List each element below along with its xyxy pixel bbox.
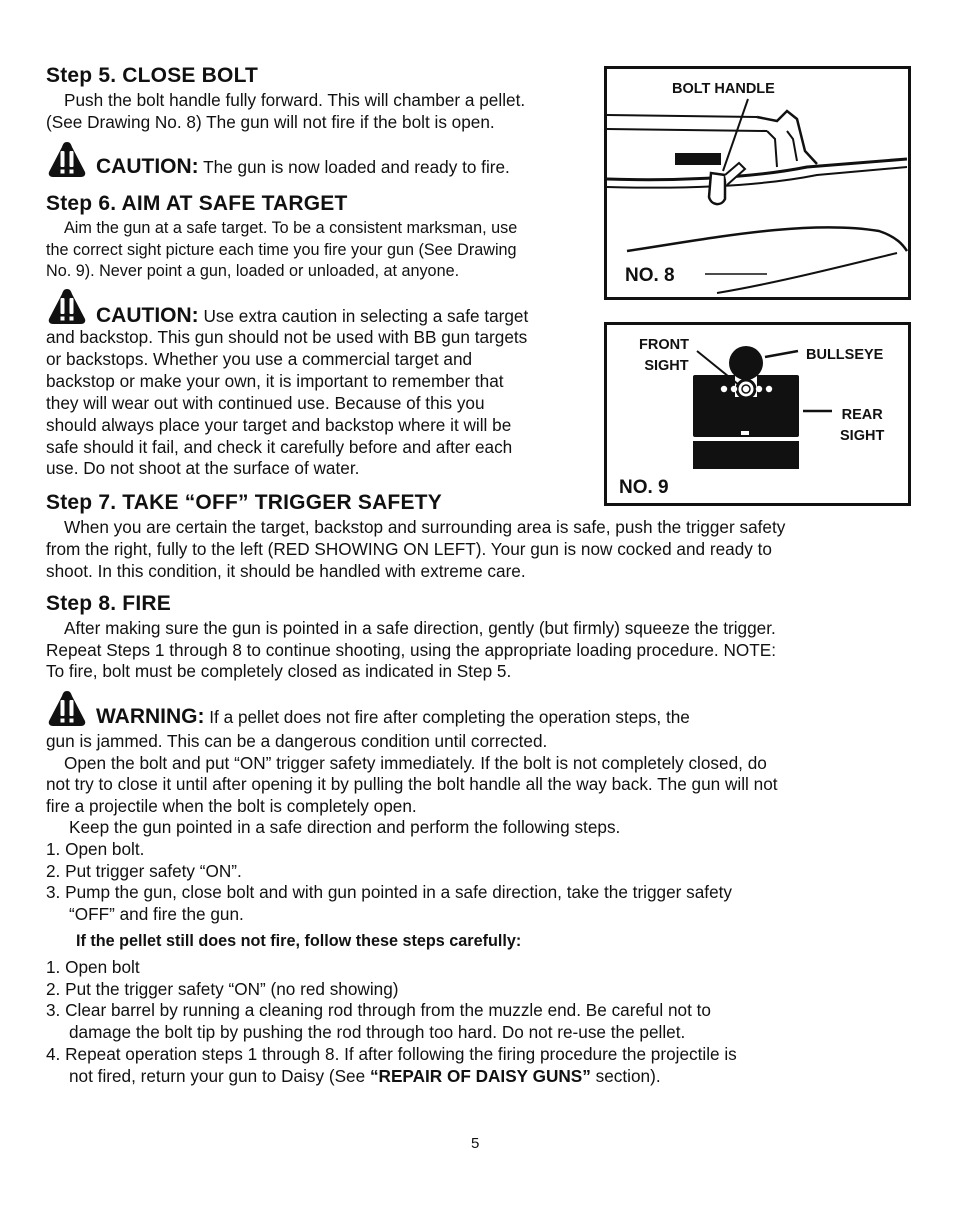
caution2-word: CAUTION: (96, 304, 199, 327)
step5-line1: Push the bolt handle fully forward. This will chamber a pellet. (64, 90, 526, 110)
figure-8 (604, 66, 911, 300)
rear-sight-label-line1: REAR (841, 407, 883, 423)
warning-first (96, 706, 690, 729)
step6-line3: No. 9). Never point a gun, loaded or unloaded, at anyone. (46, 262, 460, 280)
list-item: 3. Clear barrel by running a cleaning rod through from the muzzle end. Be careful not to (46, 1000, 711, 1020)
step8-line2: Repeat Steps 1 through 8 to continue shooting, using the appropriate loading procedure. NOTE: (46, 640, 776, 660)
caution2-first-text: Use extra caution in selecting a safe target (203, 306, 529, 326)
list-item-cont: damage the bolt tip by pushing the rod through too hard. Do not re-use the pellet. (69, 1022, 686, 1042)
warning-para-line: fire a projectile when the bolt is completely open. (46, 796, 417, 816)
step7-line1: When you are certain the target, backstop and surrounding area is safe, push the trigger safety (64, 517, 786, 537)
list-item-cont: “OFF” and fire the gun. (69, 904, 244, 924)
warning-triangle-icon (47, 287, 87, 325)
warning-word: WARNING: (96, 705, 205, 728)
step6-line2: the correct sight picture each time you fire your gun (See Drawing (46, 241, 517, 259)
warning-line2: gun is jammed. This can be a dangerous condition until corrected. (46, 731, 548, 751)
step8-heading: Step 8. FIRE (46, 592, 171, 615)
step5-line2: (See Drawing No. 8) The gun will not fire if the bolt is open. (46, 112, 495, 132)
last-pre: not fired, return your gun to Daisy (See (69, 1066, 370, 1086)
step8-line1: After making sure the gun is pointed in a safe direction, gently (but firmly) squeeze the trigger. (64, 618, 776, 638)
caution2-line: use. Do not shoot at the surface of water. (46, 458, 360, 478)
caution2-line: or backstops. Whether you use a commercial target and (46, 349, 473, 369)
caution1 (96, 156, 510, 179)
list-item: 4. Repeat operation steps 1 through 8. If after following the firing procedure the projectile is (46, 1044, 737, 1064)
caution2-line: safe should it fail, and check it carefully before and after each (46, 437, 513, 457)
figure-8-number: NO. 8 (625, 265, 675, 286)
page-number: 5 (471, 1135, 480, 1152)
front-sight-label-line2: SIGHT (644, 358, 689, 374)
step6-line1: Aim the gun at a safe target. To be a consistent marksman, use (64, 219, 518, 237)
list-item: 1. Open bolt (46, 957, 140, 977)
caution2-line: backstop or make your own, it is important to remember that (46, 371, 504, 391)
warning-first-text: If a pellet does not fire after completing the operation steps, the (209, 707, 690, 727)
list-item-last (69, 1066, 661, 1088)
warning-triangle-icon (47, 689, 87, 727)
warning-keep: Keep the gun pointed in a safe direction and perform the following steps. (69, 817, 621, 837)
caution2-line: should always place your target and backstop where it will be (46, 415, 512, 435)
list-item: 2. Put the trigger safety “ON” (no red showing) (46, 979, 399, 999)
caution1-word: CAUTION: (96, 155, 199, 178)
warning-para-line: Open the bolt and put “ON” trigger safety immediately. If the bolt is not completely closed, do (64, 753, 767, 773)
caution2-line: they will wear out with continued use. Because of this you (46, 393, 485, 413)
bold-note: If the pellet still does not fire, follow these steps carefully: (76, 932, 522, 950)
step7-heading: Step 7. TAKE “OFF” TRIGGER SAFETY (46, 491, 442, 514)
list-item: 3. Pump the gun, close bolt and with gun pointed in a safe direction, take the trigger safety (46, 882, 733, 902)
repair-reference: “REPAIR OF DAISY GUNS” (369, 1066, 591, 1086)
front-sight-label-line1: FRONT (639, 337, 689, 353)
list-item: 1. Open bolt. (46, 839, 145, 859)
step8-line3: To fire, bolt must be completely closed as indicated in Step 5. (46, 661, 512, 681)
caution2-first (96, 305, 528, 328)
caution2-line: and backstop. This gun should not be used with BB gun targets (46, 327, 528, 347)
step5-heading: Step 5. CLOSE BOLT (46, 64, 259, 87)
bolt-drawing (607, 69, 908, 297)
step7-line2: from the right, fully to the left (RED SHOWING ON LEFT). Your gun is now cocked and ready to (46, 539, 772, 559)
bolt-handle-label: BOLT HANDLE (672, 81, 775, 97)
caution1-text: The gun is now loaded and ready to fire. (203, 157, 510, 177)
rear-sight-label-line2: SIGHT (840, 428, 885, 444)
step6-heading: Step 6. AIM AT SAFE TARGET (46, 192, 348, 215)
figure-9 (604, 322, 911, 506)
warning-triangle-icon (47, 140, 87, 178)
last-post: section). (590, 1066, 661, 1086)
figure-9-number: NO. 9 (619, 477, 669, 498)
list-item: 2. Put trigger safety “ON”. (46, 861, 242, 881)
bullseye-label: BULLSEYE (806, 347, 884, 363)
step7-line3: shoot. In this condition, it should be handled with extreme care. (46, 561, 526, 581)
warning-para-line: not try to close it until after opening it by pulling the bolt handle all the way back. The gun will not (46, 774, 778, 794)
